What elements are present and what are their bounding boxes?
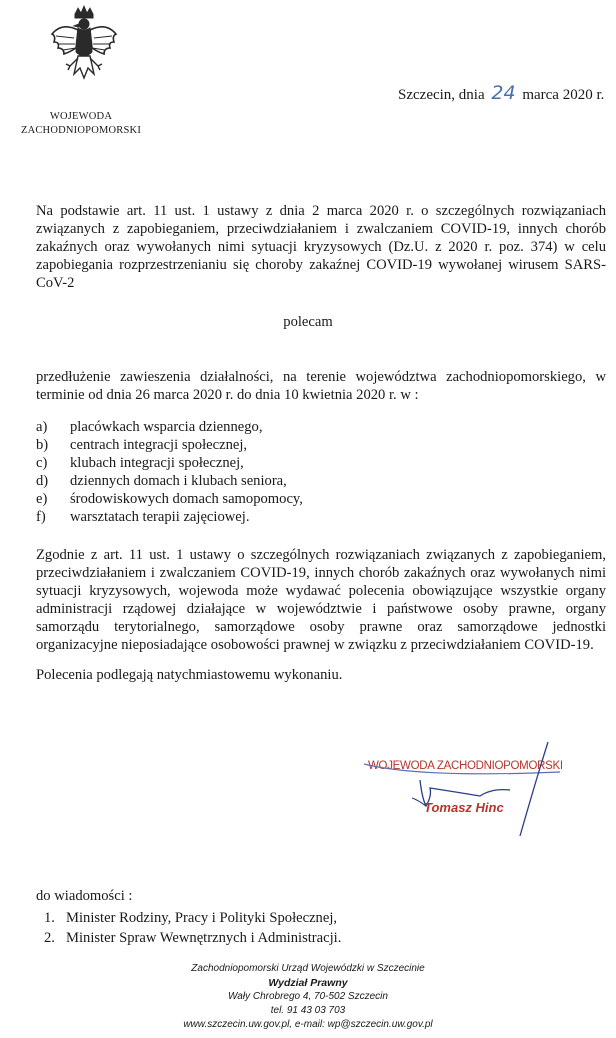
list-item-text: klubach integracji społecznej, — [70, 455, 244, 471]
list-item — [36, 454, 303, 472]
list-item-text: centrach integracji społecznej, — [70, 437, 248, 453]
cc-recipient: Minister Rodziny, Pracy i Polityki Społecznej, — [66, 910, 338, 926]
list-item — [36, 490, 303, 508]
date-suffix: marca 2020 r. — [522, 87, 605, 103]
list-marker: e) — [36, 491, 48, 507]
footer — [0, 962, 616, 1032]
list-item-text: placówkach wsparcia dziennego, — [70, 419, 263, 435]
signature-stamp — [360, 740, 610, 840]
cc-title: do wiadomości : — [36, 888, 133, 904]
cc-recipient: Minister Spraw Wewnętrznych i Administracji. — [66, 930, 342, 946]
list-item — [36, 436, 303, 454]
list-item-text: dziennych domach i klubach seniora, — [70, 473, 287, 489]
authority-paragraph: Zgodnie z art. 11 ust. 1 ustawy o szczególnych rozwiązaniach związanych z zapobieganiem, przeciwdziałaniem i zwalczaniem COVID-19, innych chorób zakaźnych oraz wywołanych nimi sytuacji kryzysowych, wojewoda może wydawać polecenia obowiązujące wszystkie organy administracji rządowej działające w województwie i państwowe osoby prawne, organy samorządu terytorialnego, samorządowe osoby prawne oraz samorządowe jednostki organizacyjne nieposiadające osobowości prawnej w związku z przeciwdziałaniem COVID-19. — [36, 547, 606, 653]
polish-eagle-emblem-icon — [48, 4, 120, 100]
list-marker: a) — [36, 419, 48, 435]
legal-basis-paragraph: Na podstawie art. 11 ust. 1 ustawy z dnia 2 marca 2020 r. o szczególnych rozwiązaniach związanych z zapobieganiem, przeciwdziałaniem i zwalczaniem COVID-19, innych chorób zakaźnych oraz wywołanych nimi sytuacji kryzysowych (Dz.U. z 2020 r. poz. 374) w celu zapobiegania rozprzestrzenianiu się choroby zakaźnej COVID-19 wywołanej wirusem SARS-CoV-2 — [36, 203, 606, 291]
list-item-text: środowiskowych domach samopomocy, — [70, 491, 303, 507]
cc-list — [44, 908, 341, 948]
date-line — [398, 82, 604, 104]
footer-contact: www.szczecin.uw.gov.pl, e-mail: wp@szczecin.uw.gov.pl — [183, 1019, 433, 1030]
facilities-list — [36, 418, 303, 526]
date-prefix: Szczecin, dnia — [398, 87, 485, 103]
issuer-line-2: ZACHODNIOPOMORSKI — [20, 125, 142, 136]
list-marker: d) — [36, 473, 49, 489]
footer-address: Wały Chrobrego 4, 70-502 Szczecin — [228, 991, 388, 1002]
command-word: polecam — [283, 314, 333, 330]
cc-number: 1. — [44, 910, 55, 926]
list-item — [36, 508, 303, 526]
footer-department: Wydział Prawny — [268, 977, 348, 989]
execution-note: Polecenia podlegają natychmiastowemu wykonaniu. — [36, 667, 343, 683]
list-item — [36, 472, 303, 490]
list-item — [36, 418, 303, 436]
stamp-title: WOJEWODA ZACHODNIOPOMORSKI — [368, 760, 563, 772]
footer-phone: tel. 91 43 03 703 — [270, 1005, 346, 1016]
issuer-line-1: WOJEWODA — [49, 111, 113, 122]
list-marker: b) — [36, 437, 49, 453]
footer-office: Zachodniopomorski Urząd Wojewódzki w Szczecinie — [191, 963, 425, 974]
cc-number: 2. — [44, 930, 55, 946]
list-marker: f) — [36, 509, 46, 525]
list-item — [44, 928, 341, 948]
list-item — [44, 908, 341, 928]
issuer-block — [6, 110, 156, 138]
handwritten-signature — [360, 740, 610, 840]
date-day-handwritten: 24 — [491, 82, 516, 104]
stamp-signatory-name: Tomasz Hinc — [424, 800, 504, 815]
list-marker: c) — [36, 455, 48, 471]
order-paragraph: przedłużenie zawieszenia działalności, na terenie województwa zachodniopomorskiego, w terminie od dnia 26 marca 2020 r. do dnia 10 kwietnia 2020 r. w : — [36, 369, 606, 403]
list-item-text: warsztatach terapii zajęciowej. — [70, 509, 250, 525]
